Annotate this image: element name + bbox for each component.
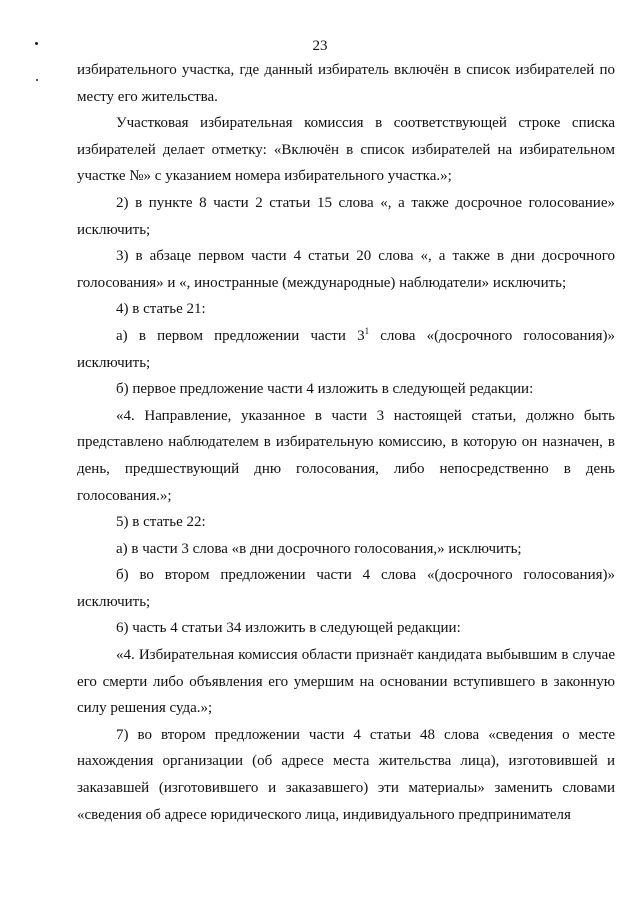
paragraph: б) во втором предложении части 4 слова «(досрочного голосования)» исключить;	[77, 567, 615, 610]
scan-dot-mark	[36, 79, 38, 81]
paragraph: 3) в абзаце первом части 4 статьи 20 слова «, а также в дни досрочного голосования» и «, иностранные (международные) наблюдатели» исключить;	[77, 248, 615, 291]
paragraph: а) в части 3 слова «в дни досрочного голосования,» исключить;	[116, 540, 522, 557]
paragraph: 4) в статье 21:	[116, 301, 206, 318]
paragraph-text: а) в первом предложении части 3	[116, 327, 365, 344]
paragraph: 7) во втором предложении части 4 статьи 48 слова «сведения о месте нахождения организации (об адресе места жительства лица), изготовившей и заказавшей (изготовившего и заказавшего) эти материалы» заменить словами «сведения об адресе юридического лица, индивидуального предпринимателя	[77, 726, 615, 823]
paragraph-text: слова «(досрочного голосования)» исключить;	[77, 327, 616, 371]
superscript: 1	[364, 325, 370, 336]
page-number: 23	[312, 38, 328, 54]
paragraph: «4. Избирательная комиссия области признаёт кандидата выбывшим в случае его смерти либо объявления его умершим на основании вступившего в законную силу решения суда.»;	[77, 647, 615, 717]
paragraph: Участковая избирательная комиссия в соответствующей строке списка избирателей делает отметку: «Включён в список избирателей на избирательном участке №» с указанием номера избирательного участка.»;	[77, 115, 615, 185]
paragraph: 2) в пункте 8 части 2 статьи 15 слова «, а также досрочное голосование» исключить;	[77, 194, 615, 238]
document-body	[77, 57, 615, 828]
paragraph: «4. Направление, указанное в части 3 настоящей статьи, должно быть представлено наблюдателем в избирательную комиссию, в которую он назначен, в день, предшествующий дню голосования, либо непосредственно в день голосования.»;	[77, 407, 615, 504]
paragraph: б) первое предложение части 4 изложить в следующей редакции:	[116, 381, 534, 398]
paragraph: 5) в статье 22:	[116, 514, 206, 531]
paragraph: избирательного участка, где данный избиратель включён в список избирателей по месту его жительства.	[77, 62, 615, 105]
paragraph	[77, 323, 615, 376]
paragraph: 6) часть 4 статьи 34 изложить в следующей редакции:	[116, 620, 461, 637]
